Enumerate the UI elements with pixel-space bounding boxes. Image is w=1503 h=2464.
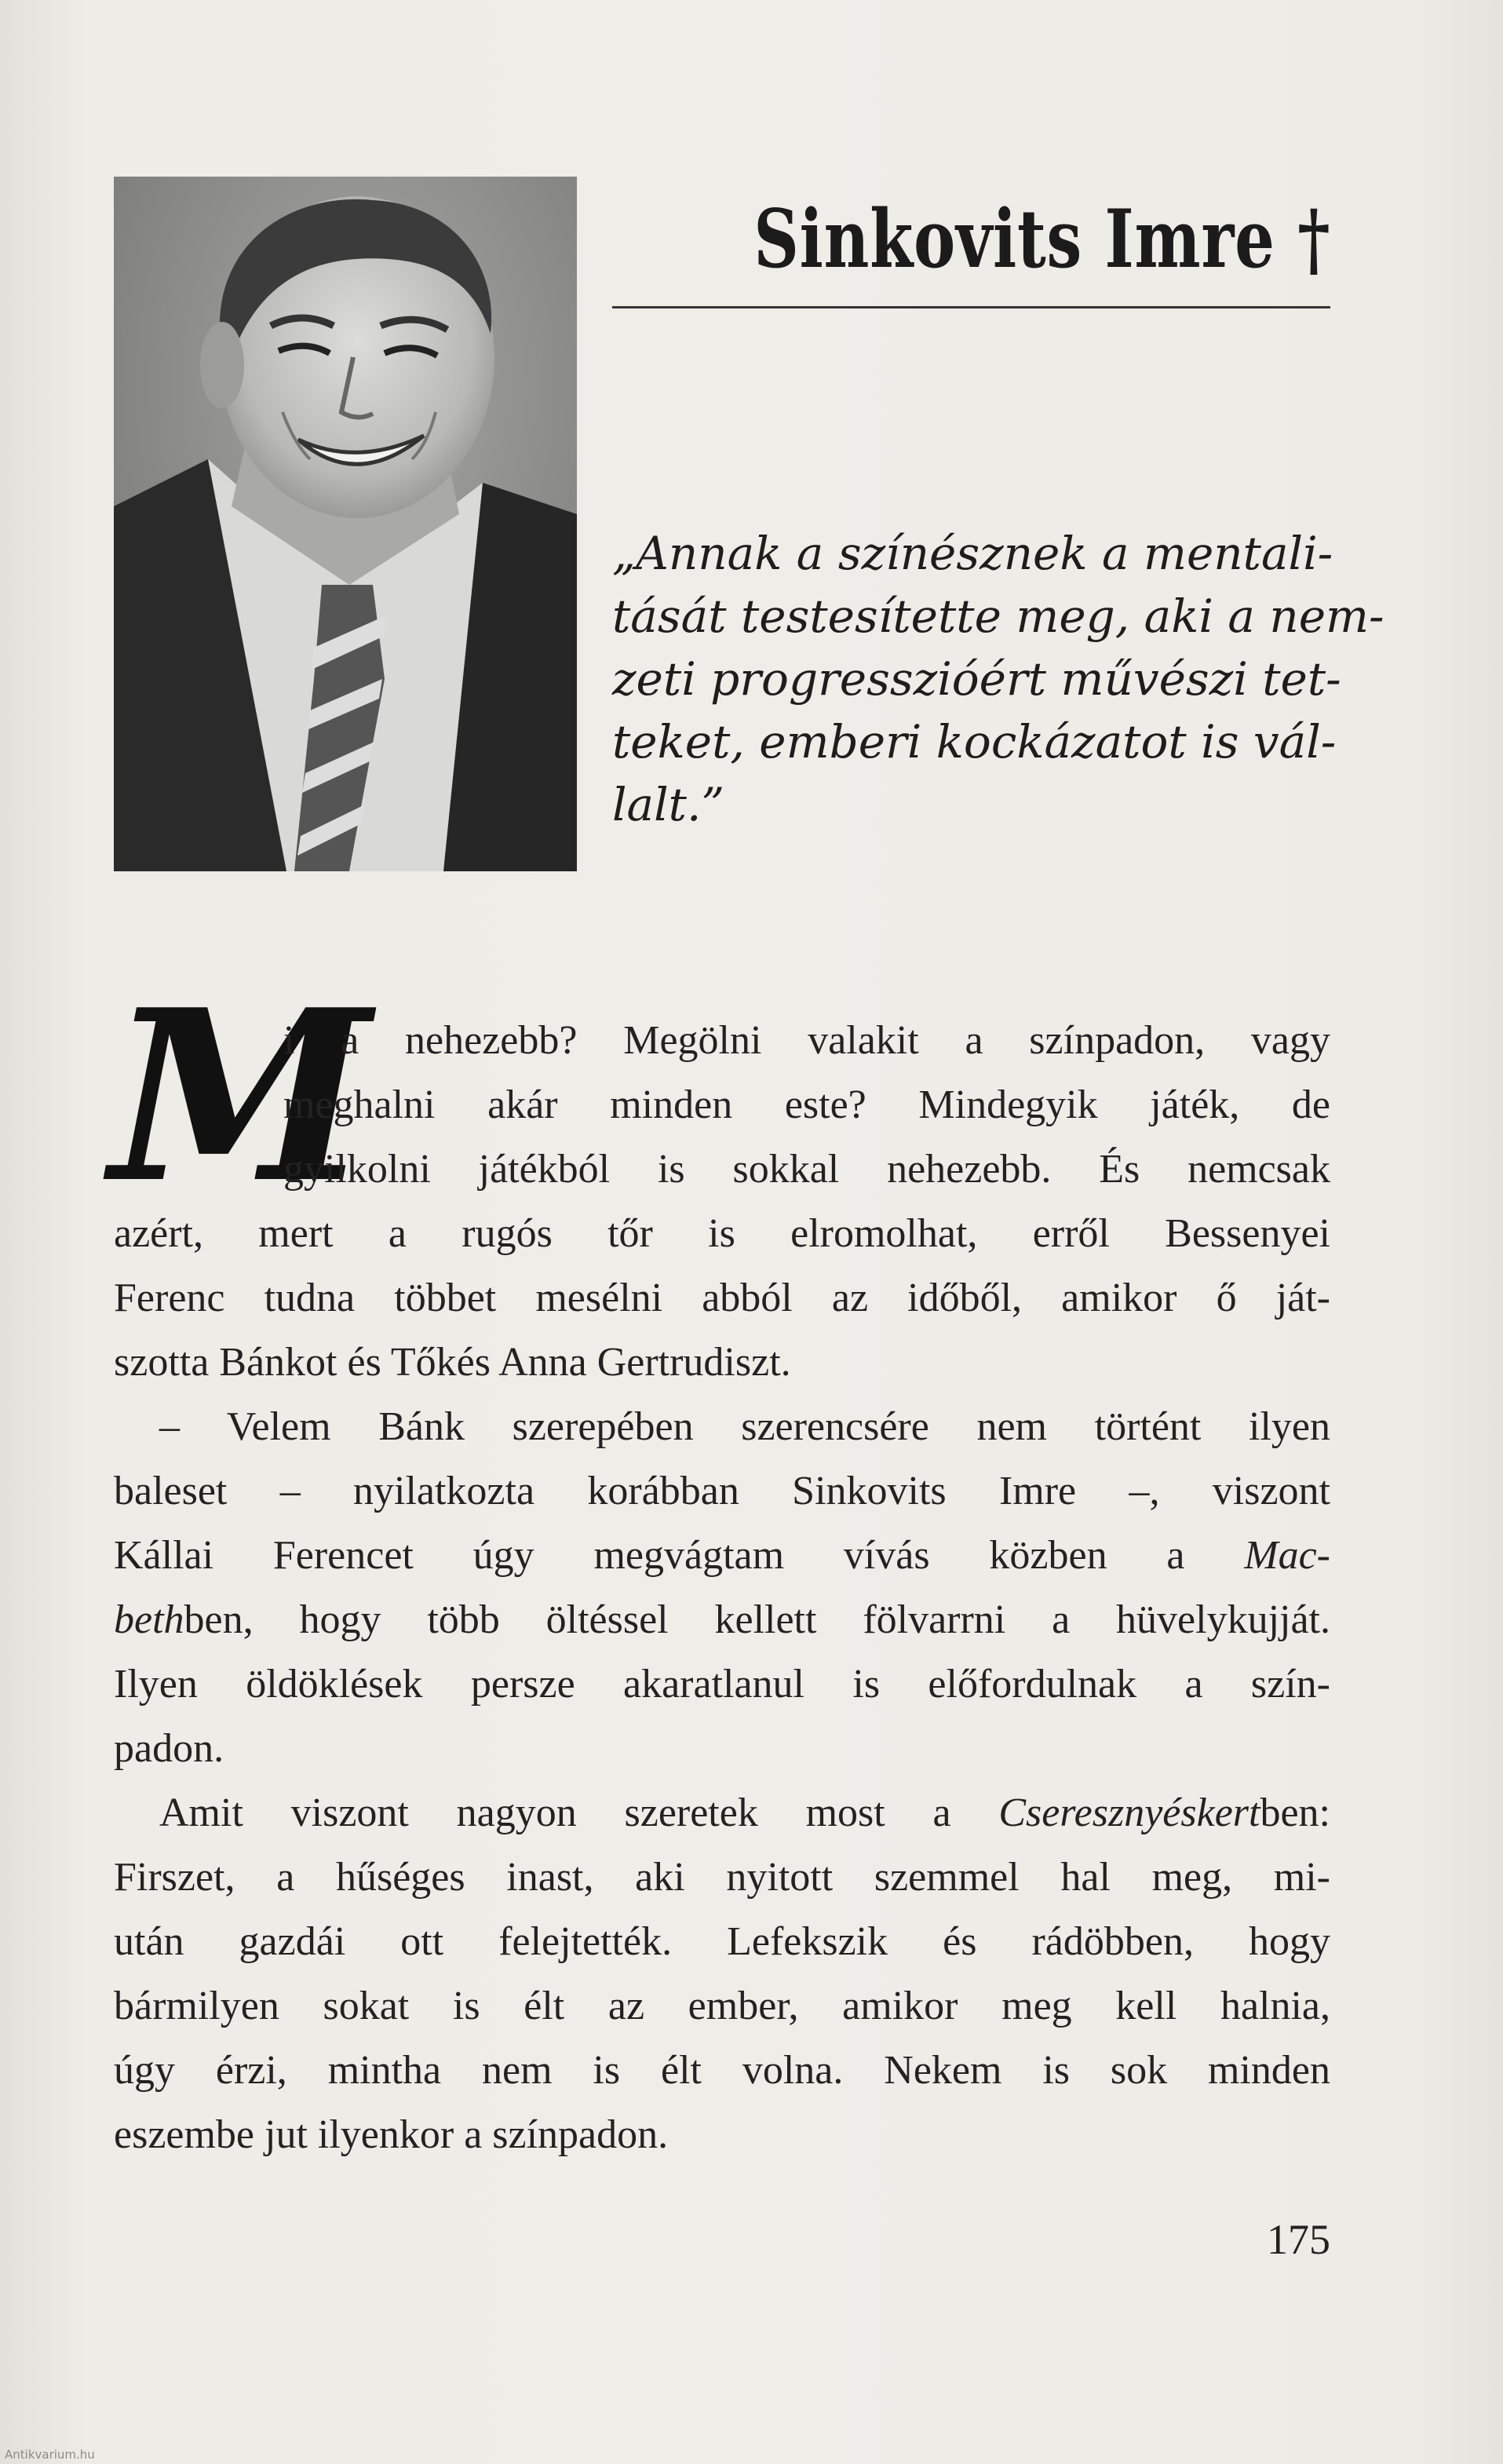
body-line: eszembe jut ilyenkor a színpadon.: [114, 2112, 669, 2157]
body-line: i a nehezebb? Megölni valakit a színpadon, vagy: [283, 1018, 1330, 1063]
body-line: [114, 1588, 1330, 1652]
page-title: Sinkovits Imre †: [753, 192, 1330, 287]
body-line: Ferenc tudna többet mesélni abból az időből, amikor ő ját-: [114, 1276, 1330, 1320]
body-line: [114, 1781, 1330, 1845]
portrait-illustration: [114, 177, 577, 871]
body-line: [114, 1524, 1330, 1588]
title-underline: [612, 306, 1330, 308]
page-number: 175: [1267, 2216, 1330, 2263]
drop-cap: M: [110, 958, 371, 1235]
quote-line: „Annak a színésznek a mentali-: [612, 527, 1333, 580]
body-line: úgy érzi, mintha nem is élt volna. Nekem is sok minden: [114, 2048, 1330, 2093]
quote-line: zeti progresszióért művészi tet-: [612, 652, 1341, 706]
body-line: baleset – nyilatkozta korábban Sinkovits Imre –, viszont: [114, 1469, 1330, 1513]
title-block: [612, 177, 1330, 314]
italic-title-cseresznyeskert: Cseresznyéskert: [998, 1791, 1260, 1835]
body-line: szotta Bánkot és Tőkés Anna Gertrudiszt.: [114, 1340, 791, 1385]
pull-quote: [612, 522, 1384, 836]
italic-title-macbeth-end: beth: [114, 1597, 184, 1642]
body-line: Firszet, a hűséges inast, aki nyitott szemmel hal meg, mi-: [114, 1855, 1330, 1900]
italic-title-macbeth: Mac-: [1244, 1533, 1330, 1578]
body-line: padon.: [114, 1726, 224, 1771]
body-line: – Velem Bánk szerepében szerencsére nem történt ilyen: [159, 1404, 1330, 1449]
body-line: gyilkolni játékból is sokkal nehezebb. És nemcsak: [283, 1147, 1330, 1192]
quote-line: lalt.”: [612, 778, 725, 831]
body-segment: Amit viszont nagyon szeretek most a: [159, 1791, 999, 1835]
body-line: meghalni akár minden este? Mindegyik játék, de: [283, 1082, 1330, 1127]
body-line: azért, mert a rugós tőr is elromolhat, erről Bessenyei: [114, 1211, 1330, 1256]
watermark: Antikvarium.hu: [5, 2448, 95, 2462]
portrait-photo: [114, 177, 577, 871]
body-text: [114, 1009, 1330, 2167]
body-segment: ben:: [1260, 1791, 1330, 1835]
quote-line: teket, emberi kockázatot is vál-: [612, 715, 1337, 768]
body-line: Ilyen öldöklések persze akaratlanul is előfordulnak a szín-: [114, 1662, 1330, 1707]
quote-line: tását testesítette meg, aki a nem-: [612, 590, 1384, 643]
body-segment: Kállai Ferencet úgy megvágtam vívás közben a: [114, 1533, 1245, 1578]
body-line: bármilyen sokat is élt az ember, amikor meg kell halnia,: [114, 1984, 1330, 2028]
body-segment: ben, hogy több öltéssel kellett fölvarrni a hüvelykujját.: [184, 1597, 1330, 1642]
body-line: után gazdái ott felejtették. Lefekszik és rádöbben, hogy: [114, 1919, 1330, 1964]
